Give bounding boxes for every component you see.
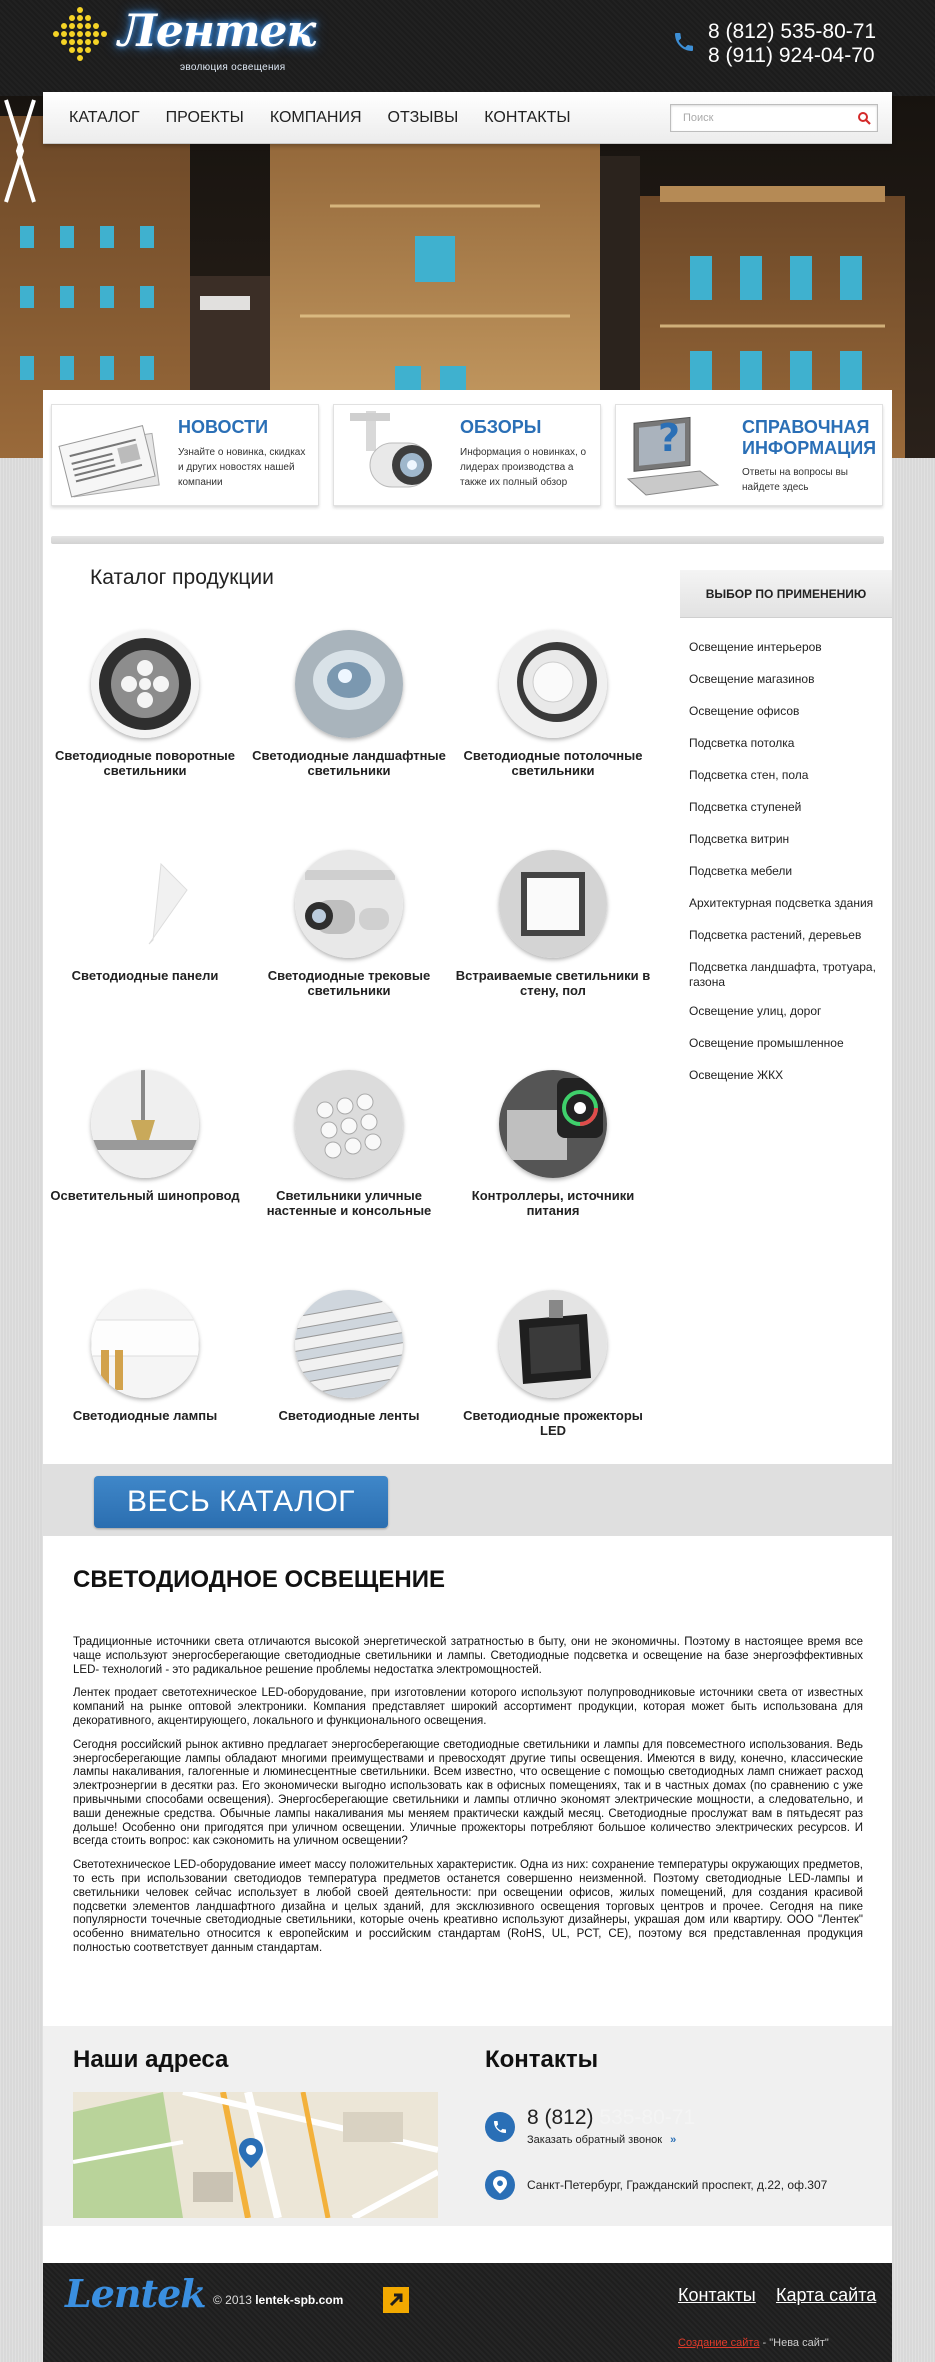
catalog-item-label: Светодиодные ленты <box>278 1408 420 1423</box>
catalog-item[interactable] <box>43 1290 243 1460</box>
sidebar-item[interactable]: Подсветка потолка <box>689 736 795 750</box>
catalog-item[interactable] <box>43 1070 243 1240</box>
catalog-item[interactable] <box>451 1290 651 1460</box>
led-lamp-image <box>91 1290 199 1398</box>
rotary-light-image <box>91 630 199 738</box>
article-paragraph: Светотехническое LED-оборудование имеет массу положительных характеристик. Одна из них: сохранение температуры окружающих предметов, то есть при использовании светодиодов температура предметов останется совершенно неизменной. Поэтому светодиодные LED-лампы и светильники человек сейчас использует в любой своей деятельности: при освещении офисов, жилых помещений, для создания красивой подсветки элементов ландшафтного дизайна и целых зданий, для эксклюзивного освещения торговых центров и прочее. Сегодня на пике популярности точечные светодиодные светильники, которые очень креативно используют дизайнеры, украшая дом или квартиру. ООО "Лентек" особенно внимательно относится к европейским и российским стандартам (RoHS, UL, PCT, CE), поэтому вся представленная продукция полностью соответствует данным стандартам. <box>73 1859 863 1954</box>
contact-phone-number[interactable] <box>527 2106 695 2130</box>
all-catalog-band <box>43 1464 892 1536</box>
contacts-title: Контакты <box>485 2046 599 2073</box>
feature-reviews-desc: Информация о новинках, о лидерах производства а также их полный обзор <box>460 447 587 488</box>
catalog-item-label: Контроллеры, источники питания <box>471 1188 635 1218</box>
top-bar <box>0 0 935 96</box>
contact-address-text: Санкт-Петербург, Гражданский проспект, д.22, оф.307 <box>527 2178 828 2192</box>
feature-reference-desc: Ответы на вопросы вы найдете здесь <box>742 467 848 493</box>
footer-copyright <box>213 2293 343 2307</box>
sidebar-header: ВЫБОР ПО ПРИМЕНЕНИЮ <box>680 570 892 618</box>
sidebar-item[interactable]: Подсветка ландшафта, тротуара, газона <box>689 960 876 989</box>
catalog-item-label: Светодиодные поворотные светильники <box>55 748 235 778</box>
main-nav <box>43 92 892 144</box>
sidebar-item[interactable]: Подсветка растений, деревьев <box>689 928 862 942</box>
contact-phone-prefix: 8 (812) <box>527 2106 594 2129</box>
footer-logo[interactable]: Lentek <box>65 2271 206 2316</box>
catalog-item[interactable] <box>451 1070 651 1240</box>
catalog-title: Каталог продукции <box>90 566 274 589</box>
address-map[interactable] <box>73 2092 438 2218</box>
header-phone-2[interactable]: 8 (911) 924-04-70 <box>708 44 875 67</box>
nav-item-catalog[interactable]: КАТАЛОГ <box>69 109 140 126</box>
main-panel <box>43 390 892 2263</box>
led-panel-image <box>91 850 199 958</box>
floodlight-image <box>499 1290 607 1398</box>
feature-reviews-title: ОБЗОРЫ <box>460 417 542 437</box>
article-paragraph: Лентек продает светотехническое LED-оборудование, при изготовлении которого используют полупроводниковые источники света от известных компаний на рынке оптовой электроники. Компания представляет широкий ассортимент продукции, которая может быть использована для декоративного, акцентирующего, локального и функционального освещения. <box>73 1687 863 1727</box>
catalog-item[interactable] <box>247 1070 447 1240</box>
all-catalog-button[interactable]: ВЕСЬ КАТАЛОГ <box>94 1476 388 1528</box>
logo[interactable] <box>48 4 316 76</box>
sidebar-item[interactable]: Подсветка стен, пола <box>689 768 809 782</box>
feature-news[interactable] <box>51 404 319 506</box>
feature-news-desc: Узнайте о новинка, скидках и других новостях нашей компании <box>178 447 306 488</box>
divider <box>51 536 884 544</box>
search-icon[interactable] <box>857 111 871 125</box>
catalog-item-label: Светодиодные трековые светильники <box>267 968 431 998</box>
sidebar-item[interactable]: Освещение магазинов <box>689 672 815 686</box>
led-strip-image <box>295 1290 403 1398</box>
creation-link[interactable]: Создание сайта <box>678 2337 760 2349</box>
search-input[interactable] <box>671 105 851 131</box>
article-title: СВЕТОДИОДНОЕ ОСВЕЩЕНИЕ <box>73 1566 445 1593</box>
sidebar-list <box>689 640 889 1100</box>
feature-news-title: НОВОСТИ <box>178 417 269 437</box>
sidebar-item[interactable]: Освещение улиц, дорог <box>689 1004 822 1018</box>
logo-slogan: эволюция освещения <box>180 62 286 73</box>
sidebar-item[interactable]: Освещение интерьеров <box>689 640 822 654</box>
track-light-image <box>295 850 403 958</box>
location-icon <box>485 2170 515 2200</box>
footer <box>43 2263 892 2362</box>
sidebar-item[interactable]: Архитектурная подсветка здания <box>689 896 874 910</box>
svg-text:?: ? <box>658 416 681 460</box>
footer-creation <box>678 2337 829 2349</box>
catalog-item-label: Светодиодные потолочные светильники <box>463 748 643 778</box>
recessed-light-image <box>499 850 607 958</box>
feature-reference-title: СПРАВОЧНАЯ ИНФОРМАЦИЯ <box>742 417 877 458</box>
catalog-item[interactable] <box>451 850 651 1020</box>
footer-link-contacts[interactable]: Контакты <box>678 2285 756 2305</box>
nav-item-projects[interactable]: ПРОЕКТЫ <box>165 109 244 126</box>
copyright-prefix: © 2013 <box>213 2293 252 2307</box>
nav-item-company[interactable]: КОМПАНИЯ <box>269 109 362 126</box>
external-link-icon[interactable] <box>383 2287 409 2313</box>
sidebar-item[interactable]: Подсветка мебели <box>689 864 793 878</box>
catalog-item[interactable] <box>451 630 651 800</box>
feature-reviews[interactable] <box>333 404 601 506</box>
sidebar-item[interactable]: Подсветка витрин <box>689 832 790 846</box>
article-paragraph: Сегодня российский рынок активно предлагает энергосберегающие светодиодные светильники и лампы для повсеместного использования. Ведь энергосберегающие лампы обладают многими преимуществами и превосходят другие типы освещения. Имеются в виду, конечно, классические лампы накаливания, галогенные и люминесцентные светильники. Всем известно, что освещение с помощью светодиодных ламп снижает расход электроэнергии в десятки раз. Его экономически выгодно использовать как в офисных помещениях, так и в частных домах (по сравнению с уже привычными способами освещения). Энергосберегающие светильники и лампы отлично экономят электрические мощности, а следовательно, и ваши денежные средства. Обычные лампы накаливания мы меняем практически каждый месяц. Светодиодные прослужат вам в пятьдесят раз дольше! Особенно они пригодятся при уличном освещении. Уличные прожекторы потребляют большое количество электрических ресурсов. И всегда стоить вопрос: как сэкономить на уличном освещении? <box>73 1738 863 1848</box>
logo-dots-icon <box>48 4 112 76</box>
catalog-item-label: Светильники уличные настенные и консольные <box>266 1188 432 1218</box>
catalog-item-label: Светодиодные ландшафтные светильники <box>252 748 446 778</box>
callback-arrow-icon: » <box>670 2134 677 2146</box>
sidebar-item[interactable]: Освещение ЖКХ <box>689 1068 784 1082</box>
creation-by: - "Нева сайт" <box>759 2337 829 2349</box>
busbar-image <box>91 1070 199 1178</box>
catalog-item[interactable] <box>43 850 243 1020</box>
copyright-site: lentek-spb.com <box>255 2293 344 2307</box>
article-paragraph: Традиционные источники света отличаются высокой энергетической затратностью в быту, они не экономичны. Поэтому в настоящее время все чаще используют энергосберегающие светодиодные светильники и лампы. Светодиодные подсветка и освещение на базе энергоэффективных LED- технологий - это радикальное решение проблемы недостатка электромощностей. <box>73 1636 863 1676</box>
catalog-item-label: Встраиваемые светильники в стену, пол <box>455 968 651 998</box>
nav-menu <box>43 92 584 144</box>
nav-item-contacts[interactable]: КОНТАКТЫ <box>484 109 571 126</box>
sidebar <box>680 570 892 1082</box>
callback-link[interactable] <box>527 2134 676 2146</box>
article <box>73 1566 863 1966</box>
feature-reference[interactable] <box>615 404 883 506</box>
search-box <box>670 104 878 132</box>
street-light-image <box>295 1070 403 1178</box>
sidebar-item[interactable]: Освещение промышленное <box>689 1036 844 1050</box>
map-pin-icon <box>239 2138 263 2168</box>
phone-icon <box>672 30 696 54</box>
catalog-item[interactable] <box>247 1290 447 1460</box>
catalog-item-label: Светодиодные прожекторы LED <box>463 1408 643 1438</box>
newspaper-icon <box>54 407 166 503</box>
catalog-item[interactable] <box>43 630 243 800</box>
addresses-title: Наши адреса <box>73 2046 229 2073</box>
catalog-item[interactable] <box>247 850 447 1020</box>
header-phone-1[interactable]: 8 (812) 535-80-71 <box>708 20 877 43</box>
footer-link-sitemap[interactable]: Карта сайта <box>776 2285 877 2305</box>
spotlight-icon <box>336 407 448 503</box>
catalog-item-label: Осветительный шинопровод <box>50 1188 240 1203</box>
addresses-contacts <box>43 2026 892 2226</box>
sidebar-item[interactable]: Подсветка ступеней <box>689 800 802 814</box>
callback-label: Заказать обратный звонок <box>527 2134 663 2146</box>
catalog-item-label: Светодиодные лампы <box>72 1408 218 1423</box>
nav-item-reviews[interactable]: ОТЗЫВЫ <box>387 109 459 126</box>
ceiling-light-image <box>499 630 607 738</box>
landscape-light-image <box>295 630 403 738</box>
phone-icon <box>485 2112 515 2142</box>
logo-text: Лентек <box>118 6 316 57</box>
laptop-question-icon <box>618 407 730 503</box>
slider-next-arrow-icon[interactable] <box>0 96 30 206</box>
controller-image <box>499 1070 607 1178</box>
contact-phone-rest: 535-80-71 <box>599 2106 696 2129</box>
sidebar-item[interactable]: Освещение офисов <box>689 704 800 718</box>
catalog-item-label: Светодиодные панели <box>71 968 219 983</box>
catalog-item[interactable] <box>247 630 447 800</box>
